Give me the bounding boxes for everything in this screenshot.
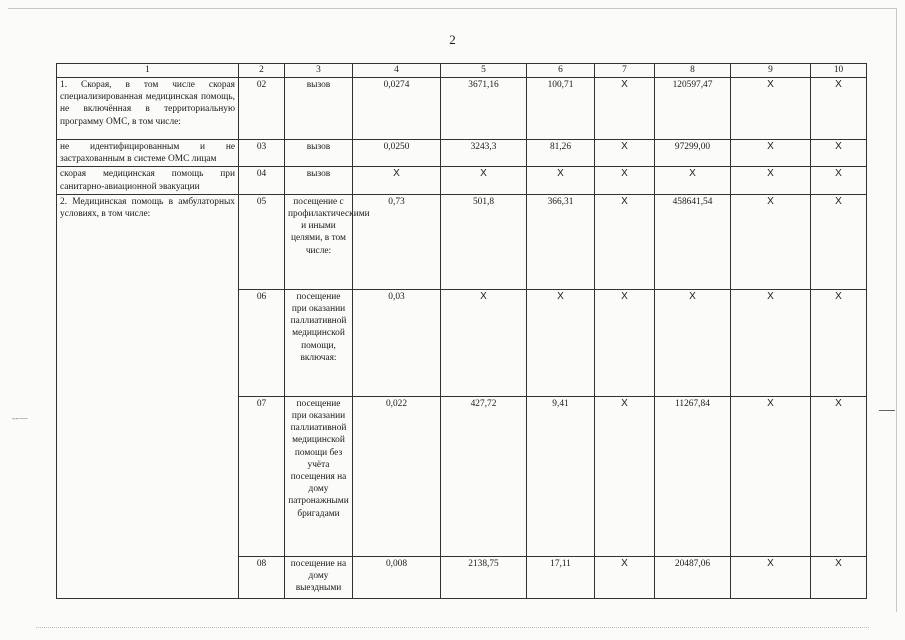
value-cell-5: 3671,16: [441, 78, 527, 140]
row-name-cell: не идентифицированным и не застрахованным в системе ОМС лицам: [57, 140, 239, 167]
value-cell-9: X: [731, 289, 811, 396]
header-cell: 1: [57, 64, 239, 78]
value-cell-8: 97299,00: [655, 140, 731, 167]
tariff-table: [56, 63, 867, 599]
header-cell: 7: [595, 64, 655, 78]
value-cell-10: X: [811, 167, 867, 194]
row-code-cell: 04: [239, 167, 285, 194]
value-cell-4: 0,73: [353, 194, 441, 289]
scan-edge-right: [896, 8, 897, 612]
value-cell-7: X: [595, 556, 655, 598]
value-cell-5: X: [441, 167, 527, 194]
value-cell-10: X: [811, 140, 867, 167]
row-code-cell: 07: [239, 396, 285, 556]
value-cell-9: X: [731, 140, 811, 167]
value-cell-5: 3243,3: [441, 140, 527, 167]
value-cell-9: X: [731, 194, 811, 289]
value-cell-7: X: [595, 396, 655, 556]
header-cell: 6: [527, 64, 595, 78]
value-cell-6: 81,26: [527, 140, 595, 167]
value-cell-8: X: [655, 167, 731, 194]
header-cell: 2: [239, 64, 285, 78]
value-cell-4: 0,03: [353, 289, 441, 396]
value-cell-10: X: [811, 396, 867, 556]
row-unit-cell: посещение с профилактическими и иными целями, в том числе:: [285, 194, 353, 289]
value-cell-6: 9,41: [527, 396, 595, 556]
row-code-cell: 08: [239, 556, 285, 598]
row-unit-cell: посещение при оказании паллиативной медицинской помощи, включая:: [285, 289, 353, 396]
row-unit-cell: вызов: [285, 167, 353, 194]
row-name-cell: 1. Скорая, в том числе скорая специализированная медицинская помощь, не включённая в территориальную программу ОМС, в том числе:: [57, 78, 239, 140]
value-cell-7: X: [595, 194, 655, 289]
header-cell: 10: [811, 64, 867, 78]
table-row: [57, 167, 867, 194]
row-unit-cell: вызов: [285, 140, 353, 167]
value-cell-10: X: [811, 556, 867, 598]
scan-noise-bottom: [36, 627, 869, 630]
value-cell-5: 2138,75: [441, 556, 527, 598]
header-cell: 3: [285, 64, 353, 78]
value-cell-6: 17,11: [527, 556, 595, 598]
header-cell: 5: [441, 64, 527, 78]
value-cell-5: X: [441, 289, 527, 396]
row-code-cell: 05: [239, 194, 285, 289]
table-row: [57, 194, 867, 289]
value-cell-9: X: [731, 78, 811, 140]
row-code-cell: 06: [239, 289, 285, 396]
value-cell-4: 0,0250: [353, 140, 441, 167]
row-name-cell: 2. Медицинская помощь в амбулаторных условиях, в том числе:: [57, 194, 239, 598]
header-cell: 9: [731, 64, 811, 78]
scan-edge-top: [8, 8, 897, 9]
margin-mark-right: [879, 410, 895, 411]
row-code-cell: 03: [239, 140, 285, 167]
value-cell-5: 427,72: [441, 396, 527, 556]
value-cell-8: X: [655, 289, 731, 396]
value-cell-4: 0,008: [353, 556, 441, 598]
value-cell-7: X: [595, 167, 655, 194]
row-unit-cell: вызов: [285, 78, 353, 140]
header-cell: 8: [655, 64, 731, 78]
value-cell-6: X: [527, 167, 595, 194]
value-cell-6: 100,71: [527, 78, 595, 140]
value-cell-8: 120597,47: [655, 78, 731, 140]
header-cell: 4: [353, 64, 441, 78]
value-cell-10: X: [811, 289, 867, 396]
value-cell-8: 11267,84: [655, 396, 731, 556]
value-cell-4: 0,022: [353, 396, 441, 556]
value-cell-7: X: [595, 140, 655, 167]
margin-mark-left: - - —: [12, 413, 27, 423]
value-cell-9: X: [731, 167, 811, 194]
value-cell-6: X: [527, 289, 595, 396]
value-cell-6: 366,31: [527, 194, 595, 289]
value-cell-7: X: [595, 289, 655, 396]
value-cell-5: 501,8: [441, 194, 527, 289]
value-cell-8: 458641,54: [655, 194, 731, 289]
value-cell-10: X: [811, 194, 867, 289]
table-row: [57, 78, 867, 140]
value-cell-10: X: [811, 78, 867, 140]
value-cell-8: 20487,06: [655, 556, 731, 598]
row-name-cell: скорая медицинская помощь при санитарно-авиационной эвакуации: [57, 167, 239, 194]
value-cell-4: X: [353, 167, 441, 194]
table-header-row: [57, 64, 867, 78]
value-cell-7: X: [595, 78, 655, 140]
value-cell-9: X: [731, 556, 811, 598]
table-row: [57, 140, 867, 167]
row-code-cell: 02: [239, 78, 285, 140]
value-cell-4: 0,0274: [353, 78, 441, 140]
page-number: 2: [449, 32, 456, 47]
row-unit-cell: посещение на дому выездными: [285, 556, 353, 598]
value-cell-9: X: [731, 396, 811, 556]
row-unit-cell: посещение при оказании паллиативной медицинской помощи без учёта посещения на дому патронажными бригадами: [285, 396, 353, 556]
